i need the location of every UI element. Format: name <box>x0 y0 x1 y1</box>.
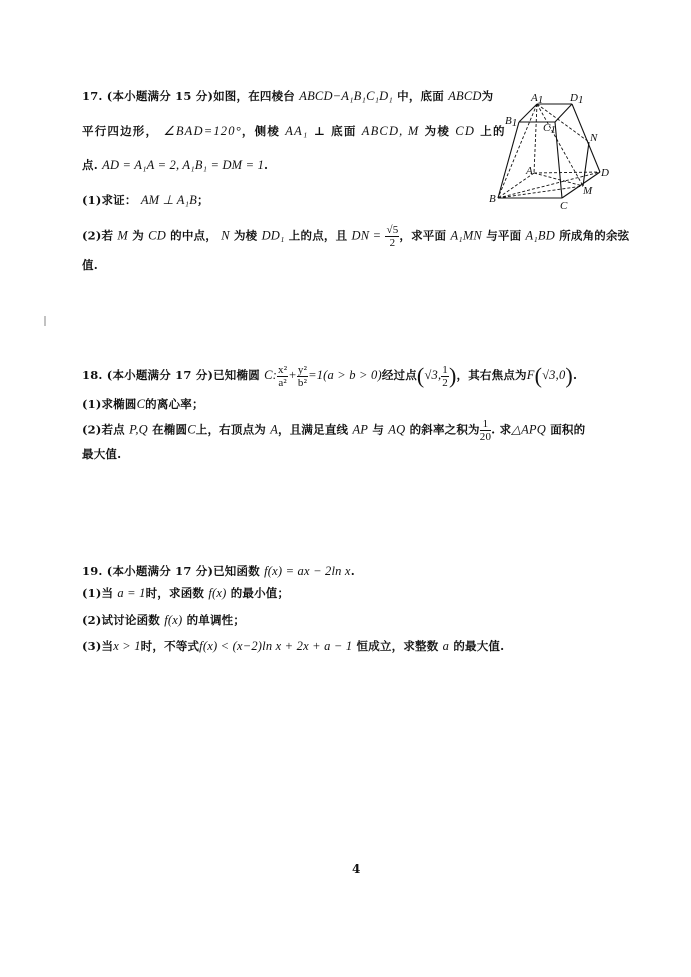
fraction-1-20: $\frac{1}{20}$ <box>479 418 492 443</box>
label-B1: B1 <box>505 115 518 129</box>
problem-17-line-2: 平行四边形， ∠BAD=120°，侧棱 AA₁ ⊥ 底面 ABCD, M 为棱 CD 上的 <box>82 124 506 138</box>
label-D: D <box>601 167 609 179</box>
problem-17-line-1: 17. (本小题满分 15 分)如图，在四棱台 ABCD−A₁B₁C₁D₁ 中，底面 ABCD为 <box>82 89 494 103</box>
label-C: C <box>560 200 568 212</box>
problem-19-part-3: (3)当x > 1时，不等式f(x) < (x−2)ln x + 2x + a − 1 恒成立，求整数 a 的最大值. <box>82 639 505 653</box>
problem-19-line-1: 19. (本小题满分 17 分)已知函数 f(x) = ax − 2ln x. <box>82 564 355 578</box>
frustum-diagram <box>480 90 630 215</box>
label-A: A <box>526 165 533 177</box>
fraction-y2-b2: $\frac{\text{y²}}{\text{b²}}$ <box>297 363 308 389</box>
fraction-1-2: $\frac{1}{2}$ <box>442 363 448 389</box>
problem-18-line-1: 18. (本小题满分 17 分)已知椭圆 C: $\frac{\text{x²}}{\text{a²}}$ + $\frac{\text{y²}}{\text{b²}}$ =1(a > b > 0)经过点(√3, $\frac{1}{2}$ )，其右焦点为F(√3,0). <box>82 363 578 389</box>
label-N: N <box>590 132 598 144</box>
problem-17-line-3: 点. AD = A₁A = 2, A₁B₁ = DM = 1. <box>82 158 269 172</box>
label-A1: A1 <box>531 92 544 106</box>
fraction-sqrt5-over-2: $\frac{√5}{2}$ <box>386 224 399 249</box>
problem-17-part-1: (1)求证： AM ⊥ A₁B； <box>82 193 209 207</box>
label-D1: D1 <box>570 92 584 106</box>
fraction-x2-a2: $\frac{\text{x²}}{\text{a²}}$ <box>278 363 288 389</box>
page-number: 4 <box>352 862 361 876</box>
label-B: B <box>489 193 496 205</box>
problem-18-part-1: (1)求椭圆C的离心率； <box>82 397 204 411</box>
scan-mark <box>44 316 46 326</box>
label-M: M <box>583 185 593 197</box>
problem-19-part-1: (1)当 a = 1时，求函数 f(x) 的最小值； <box>82 586 290 600</box>
problem-18-part-2: (2)若点 P,Q 在椭圆C上，右顶点为 A，且满足直线 AP 与 AQ 的斜率之积为 $\frac{1}{20}$ . 求△APQ 面积的 <box>82 418 586 443</box>
problem-17-part-2-cont: 值. <box>82 258 98 272</box>
problem-19-part-2: (2)试讨论函数 f(x) 的单调性； <box>82 613 246 627</box>
problem-17-part-2: (2)若 M 为 CD 的中点， N 为棱 DD₁ 上的点，且 DN = $\frac{√5}{2}$ ，求平面 A₁MN 与平面 A₁BD 所成角的余弦 <box>82 224 630 249</box>
problem-18-part-2-cont: 最大值. <box>82 447 122 461</box>
label-C1: C1 <box>543 122 556 136</box>
